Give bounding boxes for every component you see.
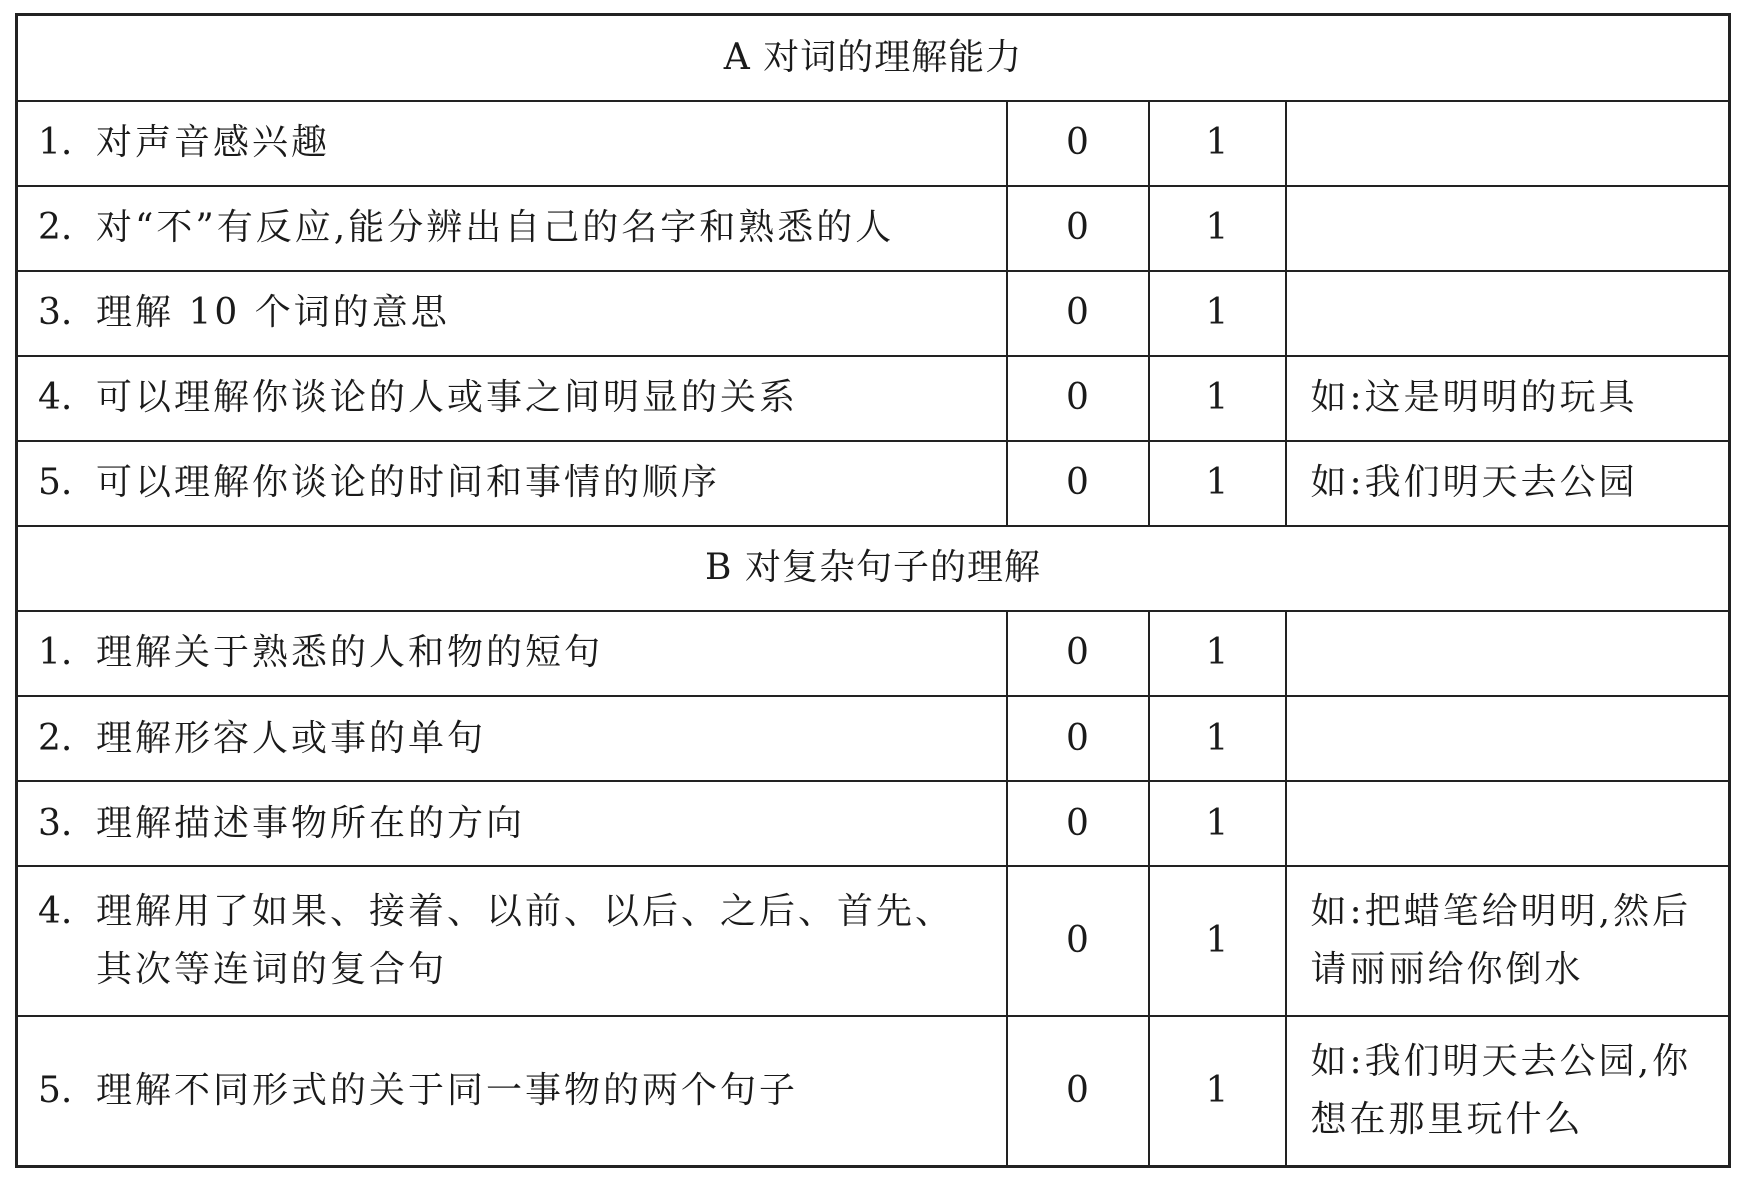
item-cell [17,611,1007,696]
score-1-cell: 1 [1149,186,1286,271]
item-number: 1. [38,632,73,674]
example-cell [1286,696,1730,781]
score-1-cell: 1 [1149,866,1286,1016]
example-cell: 如:我们明天去公园,你想在那里玩什么 [1286,1016,1730,1166]
example-cell: 如:我们明天去公园 [1286,441,1730,526]
score-1-cell: 1 [1149,781,1286,866]
table-row [17,101,1730,186]
score-1-cell: 1 [1149,611,1286,696]
item-text: 对“不”有反应,能分辨出自己的名字和熟悉的人 [96,207,895,249]
item-text: 可以理解你谈论的时间和事情的顺序 [96,462,721,504]
table-row [17,441,1730,526]
section-header-row [17,15,1730,101]
item-cell [17,441,1007,526]
item-text: 可以理解你谈论的人或事之间明显的关系 [96,377,799,419]
score-0-cell: 0 [1007,441,1149,526]
item-cell [17,186,1007,271]
score-0-cell: 0 [1007,611,1149,696]
score-1-cell: 1 [1149,441,1286,526]
table-row [17,611,1730,696]
item-number: 1. [38,122,73,164]
table-row [17,1016,1730,1166]
example-cell [1286,271,1730,356]
item-text: 理解用了如果、接着、以前、以后、之后、首先、其次等连词的复合句 [96,891,955,991]
example-cell [1286,781,1730,866]
item-text: 对声音感兴趣 [96,122,331,164]
item-number: 5. [38,462,73,504]
table-row [17,781,1730,866]
table-row [17,866,1730,1016]
example-cell: 如:把蜡笔给明明,然后请丽丽给你倒水 [1286,866,1730,1016]
item-cell [17,356,1007,441]
score-0-cell: 0 [1007,356,1149,441]
item-text: 理解不同形式的关于同一事物的两个句子 [96,1070,799,1112]
item-number: 2. [38,717,73,759]
score-0-cell: 0 [1007,186,1149,271]
example-cell: 如:这是明明的玩具 [1286,356,1730,441]
item-cell [17,1016,1007,1166]
score-1-cell: 1 [1149,1016,1286,1166]
score-0-cell: 0 [1007,866,1149,1016]
example-cell [1286,186,1730,271]
item-text: 理解描述事物所在的方向 [96,802,526,844]
item-cell [17,271,1007,356]
item-text: 理解关于熟悉的人和物的短句 [96,632,604,674]
item-number: 5. [38,1070,73,1112]
item-text: 理解 10 个词的意思 [96,292,450,334]
table-row [17,356,1730,441]
score-1-cell: 1 [1149,696,1286,781]
item-cell [17,101,1007,186]
score-0-cell: 0 [1007,101,1149,186]
score-1-cell: 1 [1149,101,1286,186]
item-number: 4. [38,891,73,933]
score-0-cell: 0 [1007,271,1149,356]
item-number: 2. [38,207,73,249]
item-cell [17,696,1007,781]
score-0-cell: 0 [1007,1016,1149,1166]
section-header-row [17,526,1730,611]
example-cell [1286,101,1730,186]
item-text: 理解形容人或事的单句 [96,717,487,759]
score-0-cell: 0 [1007,696,1149,781]
score-0-cell: 0 [1007,781,1149,866]
item-number: 3. [38,292,73,334]
item-cell [17,866,1007,1016]
section-b-title: B 对复杂句子的理解 [17,526,1730,611]
assessment-table [15,13,1731,1168]
table-row [17,186,1730,271]
table-row [17,696,1730,781]
table-row [17,271,1730,356]
item-cell [17,781,1007,866]
score-1-cell: 1 [1149,271,1286,356]
example-cell [1286,611,1730,696]
item-number: 3. [38,802,73,844]
section-a-title: A 对词的理解能力 [17,15,1730,101]
score-1-cell: 1 [1149,356,1286,441]
item-number: 4. [38,377,73,419]
